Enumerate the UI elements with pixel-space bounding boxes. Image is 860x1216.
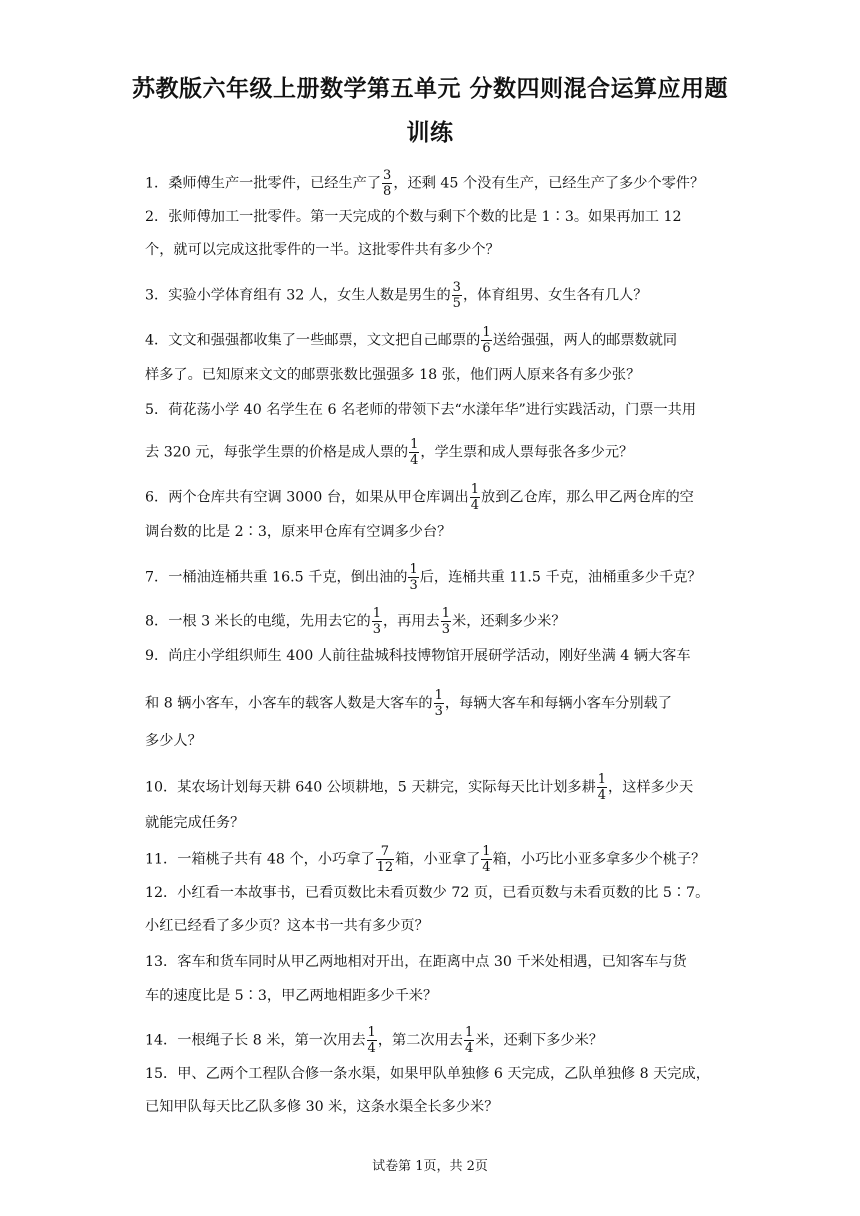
page-footer: 试卷第 1页，共 2页	[372, 1159, 488, 1174]
fraction: $\frac{3}{5}$	[452, 280, 461, 311]
fraction: $\frac{1}{4}$	[482, 844, 491, 875]
fraction: $\frac{1}{4}$	[470, 482, 479, 513]
question-10: 10．某农场计划每天耕 640 公顷耕地，5 天耕完，实际每天比计划多耕 $\frac{1}{4}$ ，这样多少天	[145, 772, 694, 803]
page-title-continued: 训练	[406, 120, 454, 146]
fraction: $\frac{1}{4}$	[410, 437, 419, 468]
question-10-line-2: 就能完成任务？	[145, 815, 245, 831]
question-15: 15．甲、乙两个工程队合修一条水渠，如果甲队单独修 6 天完成，乙队单独修 8 天完成，	[145, 1066, 710, 1082]
question-1: 1．桑师傅生产一批零件，已经生产了 $\frac{3}{8}$ ，还剩 45 个没有生产，已经生产了多少个零件？	[145, 168, 705, 199]
fraction: $\frac{1}{4}$	[464, 1025, 474, 1056]
question-15-line-2: 已知甲队每天比乙队多修 30 米，这条水渠全长多少米？	[145, 1099, 499, 1115]
question-12-line-2: 小红已经看了多少页？这本书一共有多少页？	[145, 918, 429, 934]
question-13: 13．客车和货车同时从甲乙两地相对开出，在距离中点 30 千米处相遇，已知客车与货	[145, 954, 687, 970]
question-6-line-2: 调台数的比是 2∶3，原来甲仓库有空调多少台？	[145, 524, 452, 540]
question-3: 3．实验小学体育组有 32 人，女生人数是男生的 $\frac{3}{5}$ ，体育组男、女生各有几人？	[145, 280, 648, 311]
page-title: 苏教版六年级上册数学第五单元 分数四则混合运算应用题	[131, 76, 728, 102]
question-6: 6．两个仓库共有空调 3000 台，如果从甲仓库调出 $\frac{1}{4}$ 放到乙仓库，那么甲乙两仓库的空	[145, 482, 694, 513]
question-5: 5．荷花荡小学 40 名学生在 6 名老师的带领下去“水漾年华”进行实践活动，门票一共用	[145, 402, 697, 418]
fraction: $\frac{1}{4}$	[597, 772, 607, 803]
fraction: $\frac{1}{4}$	[367, 1025, 376, 1056]
fraction: $\frac{1}{3}$	[372, 606, 381, 637]
question-14: 14．一根绳子长 8 米，第一次用去 $\frac{1}{4}$ ，第二次用去 $\frac{1}{4}$ 米，还剩下多少米？	[145, 1025, 603, 1056]
fraction: $\frac{1}{3}$	[409, 562, 418, 593]
fraction: $\frac{1}{3}$	[441, 606, 451, 637]
question-8: 8．一根 3 米长的电缆，先用去它的 $\frac{1}{3}$ ，再用去 $\frac{1}{3}$ 米，还剩多少米？	[145, 606, 566, 637]
fraction: $\frac{1}{3}$	[434, 688, 443, 719]
question-13-line-2: 车的速度比是 5∶3，甲乙两地相距多少千米？	[145, 988, 438, 1004]
question-9-line-3: 多少人？	[145, 733, 202, 749]
fraction: $\frac{1}{6}$	[482, 325, 491, 356]
question-9: 9．尚庄小学组织师生 400 人前往盐城科技博物馆开展研学活动，刚好坐满 4 辆大客车	[145, 648, 691, 664]
question-4-line-2: 样多了。已知原来文文的邮票张数比强强多 18 张，他们两人原来各有多少张？	[145, 367, 641, 383]
fraction: $\frac{3}{8}$	[383, 168, 392, 199]
question-11: 11．一箱桃子共有 48 个，小巧拿了 $\frac{7}{12}$ 箱，小亚拿了 $\frac{1}{4}$ 箱，小巧比小亚多拿多少个桃子？	[145, 844, 706, 875]
question-9-line-2: 和 8 辆小客车，小客车的载客人数是大客车的 $\frac{1}{3}$ ，每辆大客车和每辆小客车分别载了	[145, 688, 672, 719]
question-5-line-2: 去 320 元，每张学生票的价格是成人票的 $\frac{1}{4}$ ，学生票和成人票每张各多少元？	[145, 437, 634, 468]
question-2-line-2: 个，就可以完成这批零件的一半。这批零件共有多少个？	[145, 242, 500, 258]
question-2: 2．张师傅加工一批零件。第一天完成的个数与剩下个数的比是 1∶3。如果再加工 12	[145, 209, 682, 225]
question-7: 7．一桶油连桶共重 16.5 千克，倒出油的 $\frac{1}{3}$ 后，连桶共重 11.5 千克，油桶重多少千克？	[145, 562, 702, 593]
question-12: 12．小红看一本故事书，已看页数比未看页数少 72 页，已看页数与未看页数的比 5∶7。	[145, 885, 710, 901]
question-4: 4．文文和强强都收集了一些邮票，文文把自己邮票的 $\frac{1}{6}$ 送给强强，两人的邮票数就同	[145, 325, 678, 356]
fraction: $\frac{7}{12}$	[376, 844, 394, 875]
